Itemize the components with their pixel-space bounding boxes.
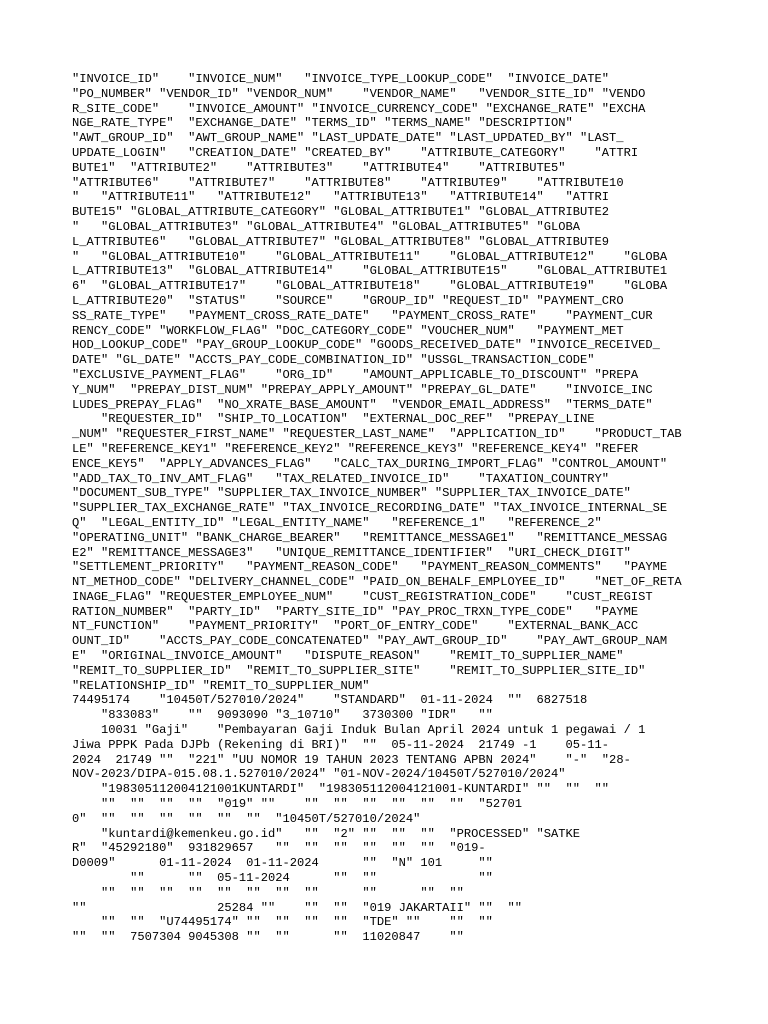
header-line: "ATTRIBUTE6" "ATTRIBUTE7" "ATTRIBUTE8" "ATTRIBUTE9" "ATTRIBUTE10: [72, 175, 624, 190]
header-line: "ADD_TAX_TO_INV_AMT_FLAG" "TAX_RELATED_INVOICE_ID" "TAXATION_COUNTRY": [72, 471, 610, 486]
header-line: RATION_NUMBER" "PARTY_ID" "PARTY_SITE_ID" "PAY_PROC_TRXN_TYPE_CODE" "PAYME: [72, 604, 639, 619]
header-line: "REMIT_TO_SUPPLIER_ID" "REMIT_TO_SUPPLIER_SITE" "REMIT_TO_SUPPLIER_SITE_ID": [72, 663, 646, 678]
record-line: "kuntardi@kemenkeu.go.id" "" "2" "" "" "" "PROCESSED" "SATKE: [72, 826, 581, 841]
record-line: 0" "" "" "" "" "" "" "10450T/527010/2024": [72, 811, 421, 826]
header-line: "REQUESTER_ID" "SHIP_TO_LOCATION" "EXTERNAL_DOC_REF" "PREPAY_LINE: [72, 412, 595, 427]
header-line: ENCE_KEY5" "APPLY_ADVANCES_FLAG" "CALC_TAX_DURING_IMPORT_FLAG" "CONTROL_AMOUNT": [72, 456, 668, 471]
header-line: " "ATTRIBUTE11" "ATTRIBUTE12" "ATTRIBUTE13" "ATTRIBUTE14" "ATTRI: [72, 190, 610, 205]
header-line: E" "ORIGINAL_INVOICE_AMOUNT" "DISPUTE_REASON" "REMIT_TO_SUPPLIER_NAME": [72, 649, 624, 664]
header-line: "DOCUMENT_SUB_TYPE" "SUPPLIER_TAX_INVOICE_NUMBER" "SUPPLIER_TAX_INVOICE_DATE": [72, 486, 631, 501]
record-line: Jiwa PPPK Pada DJPb (Rekening di BRI)" "" 05-11-2024 21749 -1 05-11-: [72, 737, 610, 752]
header-line: 6" "GLOBAL_ATTRIBUTE17" "GLOBAL_ATTRIBUTE18" "GLOBAL_ATTRIBUTE19" "GLOBA: [72, 279, 668, 294]
header-line: E2" "REMITTANCE_MESSAGE3" "UNIQUE_REMITTANCE_IDENTIFIER" "URI_CHECK_DIGIT": [72, 545, 631, 560]
header-line: "SETTLEMENT_PRIORITY" "PAYMENT_REASON_CODE" "PAYMENT_REASON_COMMENTS" "PAYME: [72, 560, 668, 575]
record-line: "" "" "U74495174" "" "" "" "" "TDE" "" "" "": [72, 915, 493, 930]
record-line: 10031 "Gaji" "Pembayaran Gaji Induk Bulan April 2024 untuk 1 pegawai / 1: [72, 723, 646, 738]
header-line: "AWT_GROUP_ID" "AWT_GROUP_NAME" "LAST_UPDATE_DATE" "LAST_UPDATED_BY" "LAST_: [72, 131, 624, 146]
header-line: " "GLOBAL_ATTRIBUTE3" "GLOBAL_ATTRIBUTE4" "GLOBAL_ATTRIBUTE5" "GLOBA: [72, 219, 581, 234]
record-line: 74495174 "10450T/527010/2024" "STANDARD" 01-11-2024 "" 6827518: [72, 693, 588, 708]
header-line: HOD_LOOKUP_CODE" "PAY_GROUP_LOOKUP_CODE" "GOODS_RECEIVED_DATE" "INVOICE_RECEIVED_: [72, 338, 660, 353]
record-line: R" "45292180" 931829657 "" "" "" "" "" "" "019-: [72, 841, 486, 856]
record-line: "" 25284 "" "" "" "019 JAKARTAII" "" "": [72, 900, 522, 915]
header-line: LUDES_PREPAY_FLAG" "NO_XRATE_BASE_AMOUNT" "VENDOR_EMAIL_ADDRESS" "TERMS_DATE": [72, 397, 653, 412]
header-line: "SUPPLIER_TAX_EXCHANGE_RATE" "TAX_INVOICE_RECORDING_DATE" "TAX_INVOICE_INTERNAL_SE: [72, 501, 668, 516]
header-line: Y_NUM" "PREPAY_DIST_NUM" "PREPAY_APPLY_AMOUNT" "PREPAY_GL_DATE" "INVOICE_INC: [72, 382, 653, 397]
header-line: LE" "REFERENCE_KEY1" "REFERENCE_KEY2" "REFERENCE_KEY3" "REFERENCE_KEY4" "REFER: [72, 441, 639, 456]
header-line: NT_METHOD_CODE" "DELIVERY_CHANNEL_CODE" "PAID_ON_BEHALF_EMPLOYEE_ID" "NET_OF_RETA: [72, 575, 682, 590]
text-export-block: [72, 72, 702, 945]
record-line: D0009" 01-11-2024 01-11-2024 "" "N" 101 "": [72, 856, 493, 871]
header-line: BUTE15" "GLOBAL_ATTRIBUTE_CATEGORY" "GLOBAL_ATTRIBUTE1" "GLOBAL_ATTRIBUTE2: [72, 205, 610, 220]
record-line: "833083" "" 9093090 "3_10710" 3730300 "IDR" "": [72, 708, 493, 723]
header-line: RENCY_CODE" "WORKFLOW_FLAG" "DOC_CATEGORY_CODE" "VOUCHER_NUM" "PAYMENT_MET: [72, 323, 624, 338]
record-line: "" "" 05-11-2024 "" "" "": [72, 871, 493, 886]
header-line: "OPERATING_UNIT" "BANK_CHARGE_BEARER" "REMITTANCE_MESSAGE1" "REMITTANCE_MESSAG: [72, 530, 668, 545]
header-line: INAGE_FLAG" "REQUESTER_EMPLOYEE_NUM" "CUST_REGISTRATION_CODE" "CUST_REGIST: [72, 589, 653, 604]
record-line: NOV-2023/DIPA-015.08.1.527010/2024" "01-NOV-2024/10450T/527010/2024": [72, 767, 566, 782]
header-line: L_ATTRIBUTE13" "GLOBAL_ATTRIBUTE14" "GLOBAL_ATTRIBUTE15" "GLOBAL_ATTRIBUTE1: [72, 264, 668, 279]
record-line: "" "" "" "" "" "" "" "" "" "" "": [72, 885, 464, 900]
record-line: "" "" 7507304 9045308 "" "" "" 11020847 "": [72, 930, 464, 945]
record-line: 2024 21749 "" "221" "UU NOMOR 19 TAHUN 2023 TENTANG APBN 2024" "-" "28-: [72, 752, 631, 767]
header-line: "EXCLUSIVE_PAYMENT_FLAG" "ORG_ID" "AMOUNT_APPLICABLE_TO_DISCOUNT" "PREPA: [72, 367, 639, 382]
header-line: L_ATTRIBUTE6" "GLOBAL_ATTRIBUTE7" "GLOBAL_ATTRIBUTE8" "GLOBAL_ATTRIBUTE9: [72, 234, 610, 249]
header-line: OUNT_ID" "ACCTS_PAY_CODE_CONCATENATED" "PAY_AWT_GROUP_ID" "PAY_AWT_GROUP_NAM: [72, 634, 668, 649]
header-line: UPDATE_LOGIN" "CREATION_DATE" "CREATED_BY" "ATTRIBUTE_CATEGORY" "ATTRI: [72, 145, 639, 160]
header-line: DATE" "GL_DATE" "ACCTS_PAY_CODE_COMBINATION_ID" "USSGL_TRANSACTION_CODE": [72, 353, 595, 368]
header-line: "INVOICE_ID" "INVOICE_NUM" "INVOICE_TYPE_LOOKUP_CODE" "INVOICE_DATE": [72, 72, 610, 86]
header-line: BUTE1" "ATTRIBUTE2" "ATTRIBUTE3" "ATTRIBUTE4" "ATTRIBUTE5": [72, 160, 566, 175]
header-line: Q" "LEGAL_ENTITY_ID" "LEGAL_ENTITY_NAME" "REFERENCE_1" "REFERENCE_2": [72, 515, 602, 530]
header-line: SS_RATE_TYPE" "PAYMENT_CROSS_RATE_DATE" "PAYMENT_CROSS_RATE" "PAYMENT_CUR: [72, 308, 653, 323]
record-line: "" "" "" "" "019" "" "" "" "" "" "" "" "52701: [72, 797, 522, 812]
header-line: R_SITE_CODE" "INVOICE_AMOUNT" "INVOICE_CURRENCY_CODE" "EXCHANGE_RATE" "EXCHA: [72, 101, 646, 116]
header-line: "PO_NUMBER" "VENDOR_ID" "VENDOR_NUM" "VENDOR_NAME" "VENDOR_SITE_ID" "VENDO: [72, 86, 646, 101]
header-line: NT_FUNCTION" "PAYMENT_PRIORITY" "PORT_OF_ENTRY_CODE" "EXTERNAL_BANK_ACC: [72, 619, 639, 634]
header-line: _NUM" "REQUESTER_FIRST_NAME" "REQUESTER_LAST_NAME" "APPLICATION_ID" "PRODUCT_TAB: [72, 427, 682, 442]
header-line: " "GLOBAL_ATTRIBUTE10" "GLOBAL_ATTRIBUTE11" "GLOBAL_ATTRIBUTE12" "GLOBA: [72, 249, 668, 264]
header-line: NGE_RATE_TYPE" "EXCHANGE_DATE" "TERMS_ID" "TERMS_NAME" "DESCRIPTION": [72, 116, 573, 131]
header-line: "RELATIONSHIP_ID" "REMIT_TO_SUPPLIER_NUM": [72, 678, 370, 693]
record-line: "198305112004121001KUNTARDI" "198305112004121001-KUNTARDI" "" "" "": [72, 782, 610, 797]
header-line: L_ATTRIBUTE20" "STATUS" "SOURCE" "GROUP_ID" "REQUEST_ID" "PAYMENT_CRO: [72, 293, 624, 308]
